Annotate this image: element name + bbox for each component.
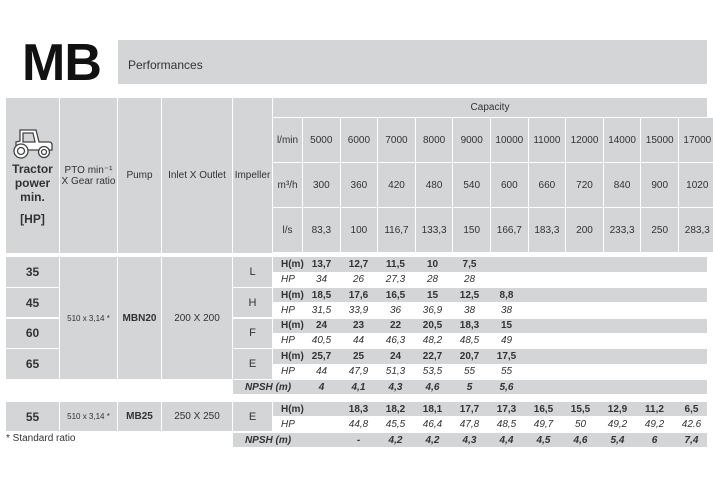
power-row bbox=[273, 364, 707, 379]
npsh-value: 5,4 bbox=[610, 434, 625, 446]
head-value: 20,7 bbox=[459, 351, 480, 362]
capacity-value: 660 bbox=[529, 163, 566, 207]
head-value: 23 bbox=[352, 320, 365, 332]
power-row bbox=[273, 334, 707, 349]
npsh-value: 4,5 bbox=[536, 434, 551, 446]
power-value: 44 bbox=[315, 366, 328, 377]
power-value: 48,2 bbox=[422, 335, 443, 347]
capacity-value: 360 bbox=[341, 163, 378, 207]
head-label: H(m) bbox=[281, 258, 304, 270]
head-value: 11,5 bbox=[386, 258, 405, 270]
tractor-label-3: min. bbox=[20, 189, 45, 204]
power-value: 49,2 bbox=[607, 418, 628, 430]
head-row bbox=[273, 288, 707, 303]
npsh-row bbox=[233, 433, 707, 447]
power-value: 49,2 bbox=[644, 418, 665, 430]
head-value: 18,3 bbox=[459, 320, 480, 332]
pto-label-1: PTO min⁻¹ bbox=[64, 164, 113, 176]
head-value: 24 bbox=[315, 320, 328, 332]
capacity-value: 233,3 bbox=[604, 208, 641, 252]
power-value: 26 bbox=[352, 273, 365, 285]
head-value: 25,7 bbox=[311, 351, 332, 362]
npsh-label: NPSH (m) bbox=[244, 434, 292, 446]
power-value: 48,5 bbox=[496, 418, 517, 430]
capacity-value: 9000 bbox=[453, 118, 490, 162]
head-label: H(m) bbox=[281, 289, 304, 301]
head-value: 12,7 bbox=[348, 258, 369, 270]
capacity-value: 150 bbox=[453, 208, 490, 252]
power-value: 34 bbox=[315, 273, 328, 285]
power-value: 46,4 bbox=[422, 418, 443, 430]
impeller-type: E bbox=[233, 349, 272, 379]
head-label: H(m) bbox=[281, 403, 304, 415]
impeller-type: H bbox=[233, 288, 272, 318]
power-label: HP bbox=[281, 418, 295, 430]
head-value: 15 bbox=[500, 320, 513, 332]
power-label: HP bbox=[281, 273, 295, 285]
npsh-value: 6 bbox=[651, 434, 658, 446]
npsh-value: 5 bbox=[466, 381, 473, 393]
capacity-value: 116,7 bbox=[378, 208, 415, 252]
power-value: 33,9 bbox=[348, 304, 369, 316]
power-value: 46,3 bbox=[385, 335, 406, 347]
impeller-header: Impeller bbox=[233, 98, 272, 253]
power-row bbox=[273, 272, 707, 287]
unit-label: l/min bbox=[273, 118, 302, 162]
head-value: 25 bbox=[352, 351, 365, 362]
capacity-value: 1020 bbox=[679, 163, 713, 207]
capacity-value: 300 bbox=[303, 163, 340, 207]
capacity-value: 720 bbox=[566, 163, 603, 207]
power-value: 44,8 bbox=[348, 418, 369, 430]
capacity-value: 6000 bbox=[341, 118, 378, 162]
section-title-bar bbox=[118, 40, 707, 84]
head-value: 12,9 bbox=[607, 403, 628, 415]
capacity-value: 14000 bbox=[604, 118, 641, 162]
power-value: 38 bbox=[500, 304, 513, 316]
head-value: 15,5 bbox=[570, 403, 591, 415]
head-value: 17,5 bbox=[496, 351, 517, 362]
power-value: 38 bbox=[463, 304, 476, 316]
power-value: 40,5 bbox=[311, 335, 332, 347]
head-label: H(m) bbox=[281, 351, 304, 362]
power-value: 50 bbox=[574, 418, 587, 430]
power-row bbox=[273, 303, 707, 318]
inlet-outlet-value: 200 X 200 bbox=[162, 257, 232, 379]
capacity-value: 480 bbox=[416, 163, 453, 207]
head-value: 6,5 bbox=[684, 403, 699, 415]
model-title: MB bbox=[22, 34, 101, 92]
tractor-hp-value: 55 bbox=[6, 402, 59, 431]
pto-ratio-value: 510 x 3,14 * bbox=[60, 402, 117, 431]
npsh-value: 4,4 bbox=[499, 434, 514, 446]
head-value: 16,5 bbox=[385, 289, 406, 301]
capacity-value: 5000 bbox=[303, 118, 340, 162]
unit-label: m³/h bbox=[273, 163, 302, 207]
power-value: 55 bbox=[500, 366, 513, 377]
npsh-value: 4,3 bbox=[388, 381, 403, 393]
power-value: 27,3 bbox=[385, 273, 406, 285]
head-row bbox=[273, 319, 707, 334]
capacity-value: 100 bbox=[341, 208, 378, 252]
head-value: 17,7 bbox=[459, 403, 480, 415]
tractor-unit: [HP] bbox=[20, 211, 45, 226]
npsh-value: 4,6 bbox=[573, 434, 588, 446]
impeller-type: E bbox=[233, 402, 272, 431]
pto-ratio-value: 510 x 3,14 * bbox=[60, 257, 117, 379]
power-value: 28 bbox=[426, 273, 439, 285]
capacity-value: 83,3 bbox=[303, 208, 340, 252]
tractor-hp-value: 35 bbox=[6, 257, 59, 287]
tractor-label-2: power bbox=[14, 175, 51, 190]
tractor-label-1: Tractor bbox=[12, 161, 53, 176]
capacity-value: 540 bbox=[453, 163, 490, 207]
capacity-value: 250 bbox=[641, 208, 678, 252]
head-value: 22 bbox=[389, 320, 402, 332]
npsh-value: 4,3 bbox=[462, 434, 477, 446]
head-value: 10 bbox=[426, 258, 439, 270]
capacity-value: 11000 bbox=[529, 118, 566, 162]
npsh-label: NPSH (m) bbox=[244, 381, 292, 393]
head-value: 12,5 bbox=[459, 289, 480, 301]
tractor-hp-value: 60 bbox=[6, 319, 59, 349]
head-value: 17,6 bbox=[348, 289, 369, 301]
capacity-value: 133,3 bbox=[416, 208, 453, 252]
capacity-value: 15000 bbox=[641, 118, 678, 162]
pump-model: MBN20 bbox=[118, 257, 161, 379]
impeller-type: L bbox=[233, 257, 272, 287]
head-value: 7,5 bbox=[462, 258, 477, 270]
capacity-value: 17000 bbox=[679, 118, 713, 162]
footnote: * Standard ratio bbox=[6, 433, 76, 444]
head-value: 13,7 bbox=[311, 258, 332, 270]
capacity-header: Capacity bbox=[273, 98, 707, 117]
power-value: 53,5 bbox=[422, 366, 443, 377]
head-row bbox=[273, 349, 707, 364]
pto-header bbox=[60, 98, 117, 253]
pump-header: Pump bbox=[118, 98, 161, 253]
tractor-icon bbox=[10, 126, 56, 160]
power-value: 47,8 bbox=[459, 418, 480, 430]
capacity-value: 8000 bbox=[416, 118, 453, 162]
tractor-hp-value: 45 bbox=[6, 288, 59, 318]
capacity-value: 166,7 bbox=[491, 208, 528, 252]
power-value: 51,3 bbox=[385, 366, 406, 377]
head-row bbox=[273, 257, 707, 272]
unit-label: l/s bbox=[273, 208, 302, 252]
power-value: 55 bbox=[463, 366, 476, 377]
capacity-value: 840 bbox=[604, 163, 641, 207]
power-value: 44 bbox=[352, 335, 365, 347]
capacity-value: 7000 bbox=[378, 118, 415, 162]
tractor-hp-value: 65 bbox=[6, 349, 59, 379]
power-value: 49 bbox=[500, 335, 513, 347]
capacity-value: 900 bbox=[641, 163, 678, 207]
power-label: HP bbox=[281, 304, 295, 316]
power-value: 48,5 bbox=[459, 335, 480, 347]
head-value: 20,5 bbox=[422, 320, 443, 332]
power-value: 49,7 bbox=[533, 418, 554, 430]
pump-model: MB25 bbox=[118, 402, 161, 431]
power-value: 31,5 bbox=[311, 304, 332, 316]
npsh-row bbox=[233, 380, 707, 394]
head-value: 18,3 bbox=[348, 403, 369, 415]
power-label: HP bbox=[281, 335, 295, 347]
tractor-power-header bbox=[6, 98, 59, 253]
inlet-outlet-value: 250 X 250 bbox=[162, 402, 232, 431]
head-value: 17,3 bbox=[496, 403, 517, 415]
npsh-value: 4,1 bbox=[351, 381, 366, 393]
capacity-value: 183,3 bbox=[529, 208, 566, 252]
power-value: 42.6 bbox=[681, 418, 702, 430]
section-title: Performances bbox=[128, 58, 203, 72]
head-value: 18,2 bbox=[385, 403, 406, 415]
head-label: H(m) bbox=[281, 320, 304, 332]
npsh-value: - bbox=[356, 434, 361, 446]
head-value: 11,2 bbox=[645, 403, 664, 415]
capacity-value: 200 bbox=[566, 208, 603, 252]
head-value: 18,1 bbox=[422, 403, 443, 415]
power-value: 45,5 bbox=[385, 418, 406, 430]
head-value: 18,5 bbox=[311, 289, 332, 301]
npsh-value: 5,6 bbox=[499, 381, 514, 393]
npsh-value: 4,6 bbox=[425, 381, 440, 393]
npsh-value: 7,4 bbox=[684, 434, 699, 446]
npsh-value: 4,2 bbox=[425, 434, 440, 446]
capacity-value: 600 bbox=[491, 163, 528, 207]
impeller-type: F bbox=[233, 319, 272, 349]
capacity-value: 10000 bbox=[491, 118, 528, 162]
head-value: 22,7 bbox=[422, 351, 443, 362]
head-row bbox=[273, 402, 707, 416]
npsh-value: 4,2 bbox=[388, 434, 403, 446]
head-value: 8,8 bbox=[499, 289, 514, 301]
inlet-outlet-header: Inlet X Outlet bbox=[162, 98, 232, 253]
power-value: 47,9 bbox=[348, 366, 369, 377]
head-value: 15 bbox=[426, 289, 439, 301]
power-value: 28 bbox=[463, 273, 476, 285]
power-label: HP bbox=[281, 366, 295, 377]
head-value: 16,5 bbox=[533, 403, 554, 415]
npsh-value: 4 bbox=[318, 381, 325, 393]
pto-label-2: X Gear ratio bbox=[61, 175, 116, 187]
power-row bbox=[273, 417, 707, 431]
power-value: 36 bbox=[389, 304, 402, 316]
capacity-value: 12000 bbox=[566, 118, 603, 162]
capacity-value: 420 bbox=[378, 163, 415, 207]
power-value: 36,9 bbox=[422, 304, 443, 316]
head-value: 24 bbox=[389, 351, 402, 362]
capacity-value: 283,3 bbox=[679, 208, 713, 252]
